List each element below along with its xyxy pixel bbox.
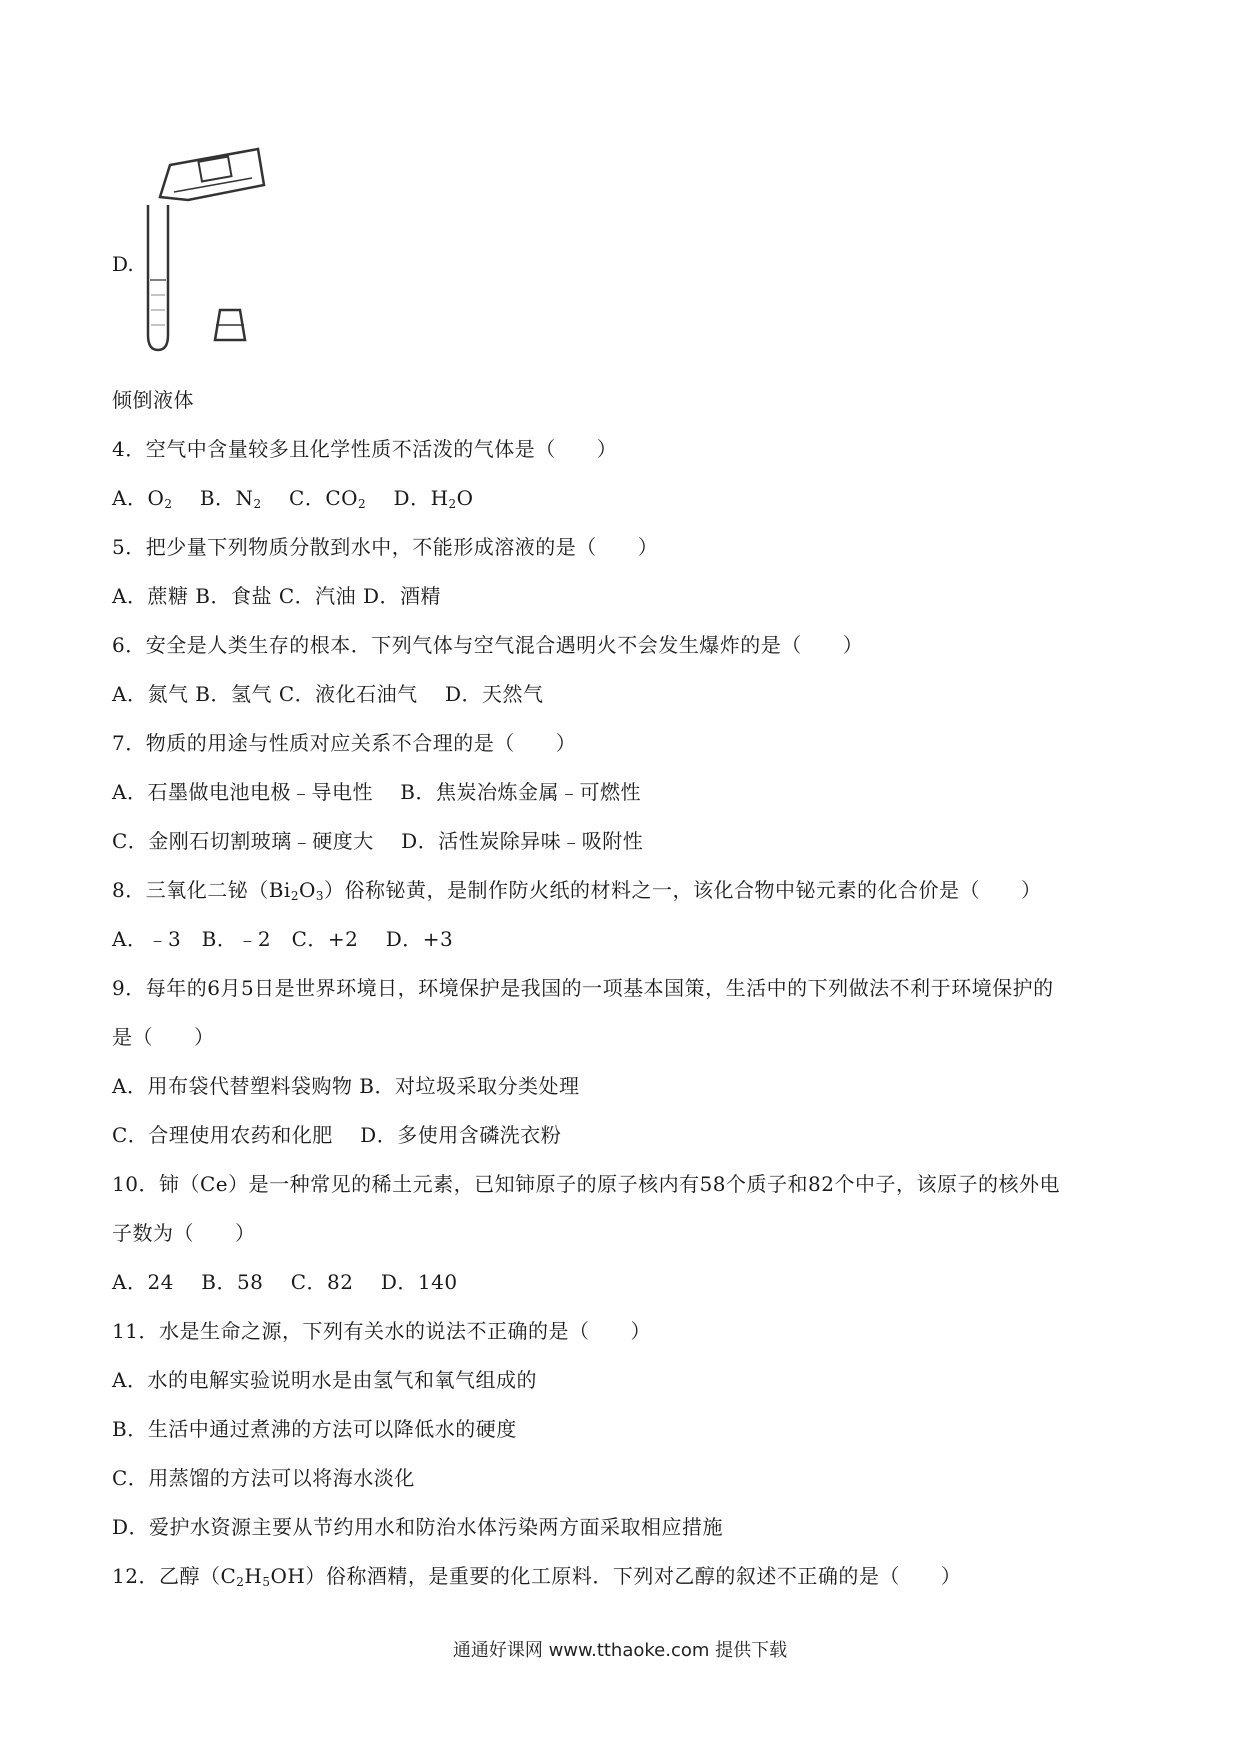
question-11-option-d: D．爱护水资源主要从节约用水和防治水体污染两方面采取相应措施 xyxy=(112,1515,724,1539)
question-7-options-cd: C．金刚石切割玻璃﹣硬度大 D．活性炭除异味﹣吸附性 xyxy=(112,829,644,853)
question-8-options: A．﹣3 B．﹣2 C．+2 D．+3 xyxy=(112,927,454,951)
question-11-option-c: C．用蒸馏的方法可以将海水淡化 xyxy=(112,1466,415,1490)
question-7: 7．物质的用途与性质对应关系不合理的是（ ） xyxy=(112,731,577,755)
question-6: 6．安全是人类生存的根本．下列气体与空气混合遇明火不会发生爆炸的是（ ） xyxy=(112,633,864,657)
question-11-option-a: A．水的电解实验说明水是由氢气和氧气组成的 xyxy=(112,1368,537,1392)
question-7-options-ab: A．石墨做电池电极﹣导电性 B．焦炭冶炼金属﹣可燃性 xyxy=(112,780,641,804)
question-8: 8．三氧化二铋$(Bi_2O_3)$俗称铋黄，是制作防火纸的材料之一，该化合物中铋元素的化合价是（ ） xyxy=(112,878,1042,903)
question-10-options: A．24 B．58 C．82 D．140 xyxy=(112,1270,458,1294)
question-9-continued: 是（ ） xyxy=(112,1025,215,1049)
option-d-label: D. xyxy=(112,252,134,276)
question-12: 12．乙醇$(C_2H_5OH)$俗称酒精，是重要的化工原料．下列对乙醇的叙述不正确的是（ ） xyxy=(112,1564,962,1589)
page-footer: 通通好课网 www.tthaoke.com 提供下载 xyxy=(452,1640,788,1661)
question-4-options: A．$O_2$ B．$N_2$ C．$CO_2$ D．$H_2O$ xyxy=(112,486,474,511)
test-tube-and-bottle-icon xyxy=(140,145,280,360)
question-10-continued: 子数为（ ） xyxy=(112,1221,256,1245)
question-9-options-cd: C．合理使用农药和化肥 D．多使用含磷洗衣粉 xyxy=(112,1123,562,1147)
figure-caption: 倾倒液体 xyxy=(112,388,194,412)
pouring-liquid-illustration xyxy=(140,145,280,360)
question-11-option-b: B．生活中通过煮沸的方法可以降低水的硬度 xyxy=(112,1417,517,1441)
question-6-options: A．氮气 B．氢气 C．液化石油气 D．天然气 xyxy=(112,682,544,706)
question-9-options-ab: A．用布袋代替塑料袋购物 B．对垃圾采取分类处理 xyxy=(112,1074,580,1098)
question-5-options: A．蔗糖 B．食盐 C．汽油 D．酒精 xyxy=(112,584,442,608)
question-4: 4．空气中含量较多且化学性质不活泼的气体是（ ） xyxy=(112,437,618,461)
question-10: 10．铈（Ce）是一种常见的稀土元素，已知铈原子的原子核内有58个质子和82个中子，该原子的核外电 xyxy=(112,1172,1060,1196)
question-9: 9．每年的6月5日是世界环境日，环境保护是我国的一项基本国策，生活中的下列做法不利于环境保护的 xyxy=(112,976,1054,1000)
question-5: 5．把少量下列物质分散到水中，不能形成溶液的是（ ） xyxy=(112,535,659,559)
question-11: 11．水是生命之源，下列有关水的说法不正确的是（ ） xyxy=(112,1319,651,1343)
